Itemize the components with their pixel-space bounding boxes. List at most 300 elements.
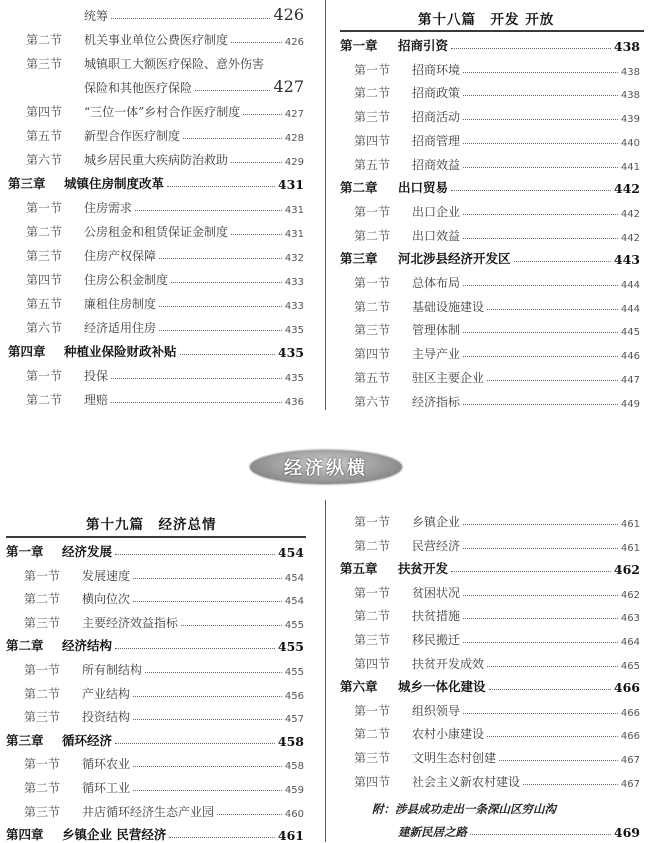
section-title: 贫困状况 (412, 585, 461, 600)
section-number: 第二节 (24, 686, 61, 701)
toc-section-row[interactable] (8, 242, 304, 264)
toc-chapter-row[interactable] (6, 538, 304, 560)
page-number: 465 (620, 660, 640, 672)
dot-leader (463, 214, 618, 215)
toc-section-row[interactable] (8, 98, 304, 120)
toc-entry-label (340, 393, 460, 410)
dot-leader (115, 554, 275, 555)
dot-leader (169, 837, 275, 838)
section-title: 住房公积金制度 (84, 273, 169, 287)
toc-section-row[interactable] (8, 74, 304, 96)
dot-leader (463, 404, 618, 405)
dot-leader (463, 72, 618, 73)
toc-entry-label (8, 247, 156, 264)
toc-section-row[interactable] (340, 103, 640, 125)
dot-leader (231, 162, 282, 163)
section-number: 第四节 (26, 273, 63, 287)
page-number: 427 (273, 77, 304, 96)
appendix-page-number: 469 (613, 825, 640, 840)
section-number: 第四节 (354, 656, 391, 671)
section-number: 第四节 (354, 133, 391, 148)
page-number: 427 (284, 109, 304, 120)
section-title: 经济指标 (412, 394, 461, 409)
page-number: 460 (284, 808, 304, 820)
bottom-column-divider (325, 500, 326, 842)
dot-leader (463, 595, 618, 596)
chapter-title: 乡镇企业 民营经济 (62, 827, 167, 843)
toc-entry-label (340, 537, 460, 554)
section-title: 文明生态村创建 (412, 751, 497, 765)
section-title: 投保 (84, 369, 109, 383)
section-number: 第二节 (354, 727, 391, 742)
toc-entry-label (6, 685, 130, 702)
dot-leader (463, 548, 618, 549)
dot-leader (159, 258, 282, 259)
section-number: 第二节 (26, 225, 63, 239)
toc-top-right (340, 32, 640, 412)
toc-section-row[interactable] (340, 151, 640, 173)
chapter-number: 第四章 (8, 344, 46, 359)
toc-section-row[interactable] (8, 386, 304, 408)
toc-section-row[interactable] (340, 744, 640, 766)
dot-leader (463, 167, 618, 168)
toc-entry-label (340, 227, 460, 244)
section-title: 管理体制 (412, 323, 461, 338)
page-number: 440 (620, 137, 640, 149)
toc-chapter-row[interactable] (6, 821, 304, 843)
section-title: 住房产权保障 (84, 249, 157, 263)
toc-entry-label (340, 725, 484, 742)
toc-chapter-row[interactable] (8, 170, 304, 192)
toc-section-row[interactable] (340, 508, 640, 530)
dot-leader (133, 790, 282, 791)
section-title: 招商管理 (412, 133, 461, 148)
section-number: 第三节 (354, 751, 391, 765)
section-title: 主要经济效益指标 (82, 615, 179, 630)
section-number: 第六节 (26, 153, 63, 167)
section-title: 招商环境 (412, 62, 461, 77)
toc-section-row[interactable] (340, 269, 640, 291)
chapter-title: 出口贸易 (398, 180, 449, 196)
toc-entry-label (6, 567, 130, 584)
dot-leader (133, 696, 282, 697)
section-title: 基础设施建设 (412, 299, 485, 314)
dot-leader (183, 138, 282, 139)
toc-section-row[interactable] (340, 127, 640, 149)
toc-section-row[interactable] (6, 774, 304, 796)
toc-section-row[interactable] (6, 585, 304, 607)
dot-leader (111, 18, 270, 19)
section-title: 农村小康建设 (412, 727, 485, 742)
section-number: 第二节 (354, 299, 391, 314)
toc-entry-label (340, 702, 460, 719)
toc-chapter-row[interactable] (340, 32, 640, 54)
dot-leader (489, 689, 611, 690)
page-number: 431 (284, 205, 304, 216)
section-number: 第三节 (24, 804, 61, 819)
page-number: 431 (284, 229, 304, 240)
dot-leader (115, 743, 275, 744)
section-number: 第五节 (354, 370, 391, 385)
page-number: 426 (273, 5, 304, 24)
section-title: 驻区主要企业 (412, 370, 485, 385)
toc-section-row[interactable] (8, 290, 304, 312)
toc-section-row[interactable] (340, 697, 640, 719)
toc-section-row[interactable] (8, 122, 304, 144)
section-title: 出口效益 (412, 228, 461, 243)
section-number: 第一节 (26, 369, 63, 383)
toc-section-row[interactable] (340, 602, 640, 624)
page-number: 429 (284, 157, 304, 168)
page-number: 466 (620, 731, 640, 743)
toc-section-row[interactable] (8, 362, 304, 384)
toc-entry-label (8, 31, 228, 48)
dot-leader (487, 380, 618, 381)
section-number: 第一节 (354, 703, 391, 718)
section-number: 第四节 (354, 774, 391, 789)
section-number: 第二节 (354, 228, 391, 243)
toc-section-row[interactable] (340, 56, 640, 78)
page-number: 464 (620, 637, 640, 648)
page-number: 446 (620, 351, 640, 363)
page-number: 456 (284, 690, 304, 702)
dot-leader (487, 736, 618, 737)
dot-leader (451, 48, 611, 49)
toc-section-row[interactable] (340, 293, 640, 315)
page-number: 444 (620, 303, 640, 315)
toc-entry-label (6, 731, 112, 749)
toc-entry-label (340, 749, 496, 766)
toc-entry-label (340, 178, 448, 196)
part-title-19: 第十九篇 经济总情 (86, 517, 217, 533)
chapter-title: 循环经济 (62, 732, 113, 748)
section-number: 第一节 (24, 568, 61, 583)
toc-section-row[interactable] (6, 798, 304, 820)
page-number: 442 (620, 208, 640, 220)
toc-section-row[interactable] (8, 26, 304, 48)
toc-entry-label (340, 513, 460, 530)
section-number: 第二节 (26, 33, 63, 47)
toc-chapter-row[interactable] (8, 338, 304, 360)
toc-section-row[interactable] (340, 720, 640, 742)
toc-section-row[interactable] (6, 703, 304, 725)
dot-leader (487, 309, 618, 310)
section-title: 招商活动 (412, 110, 461, 125)
toc-entry-label (6, 614, 178, 631)
toc-entry-label (6, 542, 112, 560)
section-number: 第四节 (354, 347, 391, 362)
dot-leader (463, 119, 618, 120)
section-title: 总体布局 (412, 276, 461, 290)
dot-leader (167, 186, 275, 187)
toc-entry-label (340, 559, 448, 577)
section-number: 第二节 (26, 393, 63, 407)
section-title: 投资结构 (82, 710, 131, 725)
toc-chapter-row[interactable] (6, 632, 304, 654)
dot-leader (523, 784, 618, 785)
toc-section-row[interactable] (8, 194, 304, 216)
page-number: 449 (620, 398, 640, 410)
section-title: 移民搬迁 (412, 633, 461, 647)
dot-leader (181, 625, 282, 626)
section-number: 第二节 (354, 609, 391, 624)
toc-section-row[interactable] (340, 650, 640, 672)
toc-entry-label (340, 321, 460, 338)
dot-leader (159, 330, 282, 331)
toc-entry-label (8, 174, 164, 192)
page-number: 462 (620, 589, 640, 601)
dot-leader (195, 90, 270, 91)
toc-section-row[interactable] (6, 750, 304, 772)
toc-entry-label (340, 631, 460, 648)
section-title: 统筹 (84, 9, 109, 23)
page-number: 462 (613, 562, 640, 578)
page-number: 467 (620, 778, 640, 790)
page-number: 431 (277, 177, 304, 192)
toc-entry-label (8, 391, 108, 408)
toc-chapter-row[interactable] (340, 555, 640, 577)
toc-entry-label (340, 132, 460, 149)
toc-chapter-row[interactable] (340, 174, 640, 196)
toc-entry-label (8, 342, 177, 360)
toc-section-row[interactable] (340, 579, 640, 601)
toc-top-left (8, 2, 304, 412)
page-number: 426 (284, 37, 304, 48)
dot-leader (135, 210, 282, 211)
toc-section-row[interactable] (340, 364, 640, 386)
section-title: 组织领导 (412, 703, 461, 718)
page-number: 438 (613, 39, 640, 54)
toc-section-row[interactable] (340, 340, 640, 362)
toc-section-row[interactable] (6, 680, 304, 702)
page-number: 444 (620, 280, 640, 291)
toc-entry-label (340, 584, 460, 601)
dot-leader (171, 282, 282, 283)
toc-entry-label (340, 84, 460, 101)
toc-section-row[interactable] (8, 146, 304, 168)
page-number: 433 (284, 277, 304, 288)
section-number: 第三节 (24, 615, 61, 630)
toc-entry-label (340, 274, 460, 291)
page-number: 442 (613, 181, 640, 197)
dot-leader (111, 378, 282, 379)
dot-leader (115, 648, 275, 649)
dot-leader (145, 672, 282, 673)
chapter-number: 第三章 (340, 251, 378, 267)
dot-leader (180, 354, 275, 355)
toc-section-row[interactable] (8, 2, 304, 24)
section-title: 招商效益 (412, 157, 461, 172)
dot-leader (231, 42, 282, 43)
section-title: 循环工业 (82, 781, 131, 795)
dot-leader (159, 306, 282, 307)
page-number: 447 (620, 374, 640, 386)
section-title: 公房租金和租赁保证金制度 (84, 225, 229, 239)
chapter-number: 第五章 (340, 561, 378, 577)
section-number: 第三节 (26, 249, 63, 263)
page-number: 461 (620, 542, 640, 554)
section-number: 第二节 (354, 86, 391, 101)
appendix-line-2 (398, 820, 640, 840)
page-number: 455 (277, 639, 304, 655)
dot-leader (133, 719, 282, 720)
part-title-18: 第十八篇 开发 开放 (418, 12, 555, 28)
section-title: 扶贫开发成效 (412, 656, 485, 671)
section-number: 第五节 (26, 297, 63, 311)
dot-leader (463, 285, 618, 286)
appendix-line-2-text: 建新民居之路 (398, 825, 467, 839)
toc-section-row[interactable] (340, 768, 640, 790)
chapter-title: 经济发展 (62, 544, 113, 559)
dot-leader (463, 618, 618, 619)
toc-entry-label (6, 708, 130, 725)
dot-leader (111, 402, 282, 403)
toc-entry-label (6, 661, 142, 678)
dot-leader (451, 190, 611, 191)
section-title: 横向位次 (82, 592, 131, 607)
dot-leader (463, 238, 618, 239)
appendix-line-1: 附：涉县成功走出一条深山区穷山沟 (372, 802, 556, 816)
section-title: 新型合作医疗制度 (84, 129, 181, 143)
page-number: 455 (284, 619, 304, 631)
page-number: 461 (277, 828, 304, 843)
dot-leader (487, 666, 618, 667)
chapter-number: 第二章 (6, 638, 44, 654)
page-number: 442 (620, 232, 640, 244)
toc-section-row[interactable] (340, 316, 640, 338)
page-number: 467 (620, 755, 640, 766)
section-title: 经济适用住房 (84, 321, 157, 335)
dot-leader (463, 332, 618, 333)
page-number: 454 (277, 545, 304, 560)
toc-section-row[interactable] (8, 266, 304, 288)
page-number: 432 (284, 253, 304, 264)
toc-section-row[interactable] (340, 222, 640, 244)
page-number: 438 (620, 90, 640, 102)
chapter-title: 扶贫开发 (398, 561, 449, 577)
page-number: 445 (620, 327, 640, 339)
page-number: 435 (277, 345, 304, 360)
section-title: 城乡居民重大疾病防治救助 (84, 153, 229, 167)
section-title: 扶贫措施 (412, 609, 461, 624)
banner-text: 经济纵横 (284, 458, 368, 479)
toc-section-row[interactable] (340, 532, 640, 554)
page-number: 461 (620, 519, 640, 530)
section-title: 主导产业 (412, 347, 461, 362)
toc-section-row[interactable] (340, 198, 640, 220)
toc-entry-label (340, 677, 486, 695)
page-number: 458 (277, 733, 304, 749)
toc-section-row[interactable] (340, 626, 640, 648)
page-number: 428 (284, 133, 304, 144)
toc-entry-label (340, 369, 484, 386)
toc-entry-label (8, 295, 156, 312)
section-title: 社会主义新农村建设 (412, 774, 521, 789)
toc-section-row[interactable] (8, 50, 304, 72)
chapter-title: 经济结构 (62, 638, 113, 654)
toc-section-row[interactable] (340, 79, 640, 101)
chapter-number: 第四章 (6, 827, 44, 843)
section-number: 第二节 (24, 592, 61, 607)
section-title: 理赔 (84, 393, 109, 407)
toc-entry-label (8, 127, 180, 144)
toc-chapter-row[interactable] (340, 245, 640, 267)
section-number: 第二节 (24, 781, 61, 795)
section-number: 第六节 (26, 321, 63, 335)
page-number: 436 (284, 397, 304, 408)
chapter-number: 第一章 (340, 38, 378, 53)
toc-entry-label (8, 151, 228, 168)
page-number: 457 (284, 714, 304, 726)
chapter-title: 种植业保险财政补贴 (64, 344, 177, 359)
toc-entry-label (8, 367, 108, 384)
section-title: 井店循环经济生态产业园 (82, 804, 215, 819)
toc-entry-label (340, 156, 460, 173)
section-number: 第四节 (26, 105, 63, 119)
section-number: 第三节 (354, 633, 391, 647)
dot-leader (231, 234, 282, 235)
toc-entry-label (8, 223, 228, 240)
section-number: 第一节 (24, 757, 61, 772)
toc-entry-label (8, 79, 192, 96)
dot-leader (499, 760, 618, 761)
dot-leader (463, 143, 618, 144)
dot-leader (470, 834, 611, 835)
toc-entry-label (340, 203, 460, 220)
section-title: 循环农业 (82, 757, 131, 772)
page-number: 459 (284, 785, 304, 796)
toc-entry-label (8, 103, 240, 120)
section-title: 所有制结构 (82, 663, 143, 677)
page-number: 433 (284, 301, 304, 312)
dot-leader (463, 95, 618, 96)
page-number: 439 (620, 114, 640, 126)
section-number: 第三节 (26, 57, 63, 71)
section-number: 第一节 (24, 663, 61, 677)
dot-leader (133, 578, 282, 579)
toc-section-row[interactable] (6, 562, 304, 584)
toc-entry-label (6, 825, 166, 843)
toc-chapter-row[interactable] (340, 673, 640, 695)
toc-section-row[interactable] (8, 314, 304, 336)
section-number: 第一节 (354, 62, 391, 77)
section-number: 第一节 (354, 204, 391, 219)
toc-entry-label (340, 607, 460, 624)
section-title: 保险和其他医疗保险 (84, 81, 193, 95)
toc-section-row[interactable] (340, 388, 640, 410)
dot-leader (451, 571, 611, 572)
section-number: 第三节 (354, 323, 391, 338)
section-number: 第一节 (354, 585, 391, 600)
section-title: 乡镇企业 (412, 515, 461, 529)
section-number: 第五节 (26, 129, 63, 143)
section-title: “三位一体”乡村合作医疗制度 (84, 105, 241, 119)
dot-leader (243, 114, 282, 115)
toc-chapter-row[interactable] (6, 727, 304, 749)
page-number: 443 (613, 252, 640, 268)
page-number: 466 (613, 680, 640, 696)
toc-section-row[interactable] (6, 656, 304, 678)
page-number: 438 (620, 66, 640, 78)
dot-leader (463, 356, 618, 357)
toc-entry-label (8, 199, 132, 216)
toc-section-row[interactable] (8, 218, 304, 240)
page-number: 454 (284, 572, 304, 584)
toc-entry-label (340, 61, 460, 78)
toc-section-row[interactable] (6, 609, 304, 631)
toc-bottom-right (340, 508, 640, 788)
dot-leader (217, 814, 282, 815)
